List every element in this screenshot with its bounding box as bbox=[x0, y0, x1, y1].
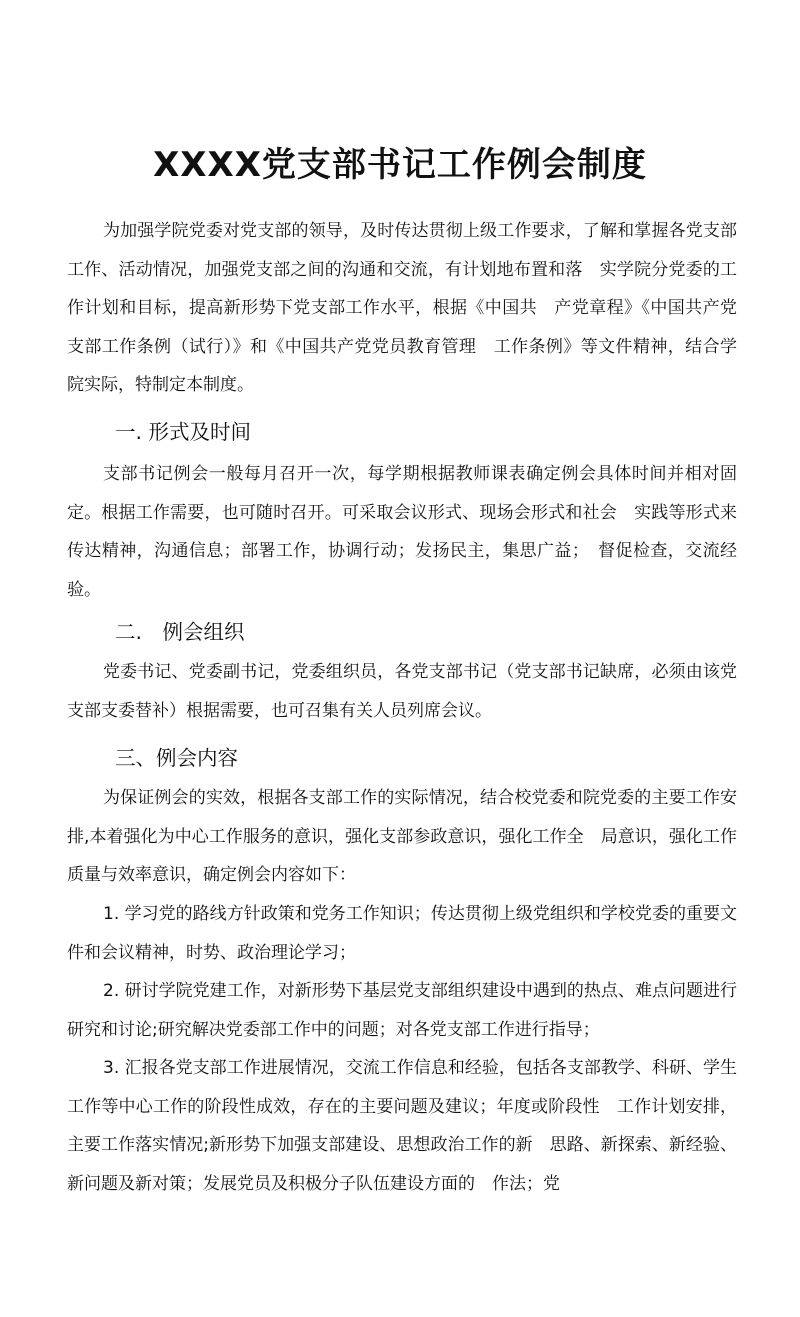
document-title: XXXX党支部书记工作例会制度 bbox=[153, 144, 647, 185]
section-heading-form-and-time: 一. 形式及时间 bbox=[115, 420, 252, 444]
content-list-item-1: 1. 学习党的路线方针政策和党务工作知识；传达贯彻上级党组织和学校党委的重要文件和会议精神，时势、政治理论学习； bbox=[67, 904, 737, 963]
content-list-item-2: 2. 研讨学院党建工作，对新形势下基层党支部组织建设中遇到的热点、难点问题进行研究和讨论;研究解决党委部工作中的问题；对各党支部工作进行指导； bbox=[67, 981, 737, 1040]
intro-paragraph: 为加强学院党委对党支部的领导，及时传达贯彻上级工作要求，了解和掌握各党支部工作、活动情况，加强党支部之间的沟通和交流，有计划地布置和落 实学院分党委的工作计划和目标，提高新形势下党支部工作水平，根据《中国共 产党章程》《中国共产党支部工作条例（试行）》和《中国共产党党员教育管理 工作条例》等文件精神，结合学院实际，特制定本制度。 bbox=[67, 221, 737, 395]
section-body-organization: 党委书记、党委副书记，党委组织员，各党支部书记（党支部书记缺席，必须由该党支部支委替补）根据需要，也可召集有关人员列席会议。 bbox=[67, 662, 737, 721]
section-body-content: 为保证例会的实效，根据各支部工作的实际情况，结合校党委和院党委的主要工作安排,本着强化为中心工作服务的意识，强化支部参政意识，强化工作全 局意识，强化工作质量与效率意识，确定例会内容如下： bbox=[67, 788, 737, 885]
section-heading-content: 三、例会内容 bbox=[115, 746, 238, 770]
content-list-item-3: 3. 汇报各党支部工作进展情况，交流工作信息和经验，包括各支部教学、科研、学生工作等中心工作的阶段性成效，存在的主要问题及建议；年度或阶段性 工作计划安排，主要工作落实情况;新形势下加强支部建设、思想政治工作的新 思路、新探索、新经验、新问题及新对策；发展党员及积极分子队伍建设方面的 作法；党 bbox=[67, 1058, 737, 1194]
section-body-form-and-time: 支部书记例会一般每月召开一次，每学期根据教师课表确定例会具体时间并相对固定。根据工作需要，也可随时召开。可采取会议形式、现场会形式和社会 实践等形式来传达精神，沟通信息；部署工作，协调行动；发扬民主，集思广益； 督促检查，交流经验。 bbox=[67, 464, 737, 600]
section-heading-organization: 二. 例会组织 bbox=[115, 620, 245, 644]
